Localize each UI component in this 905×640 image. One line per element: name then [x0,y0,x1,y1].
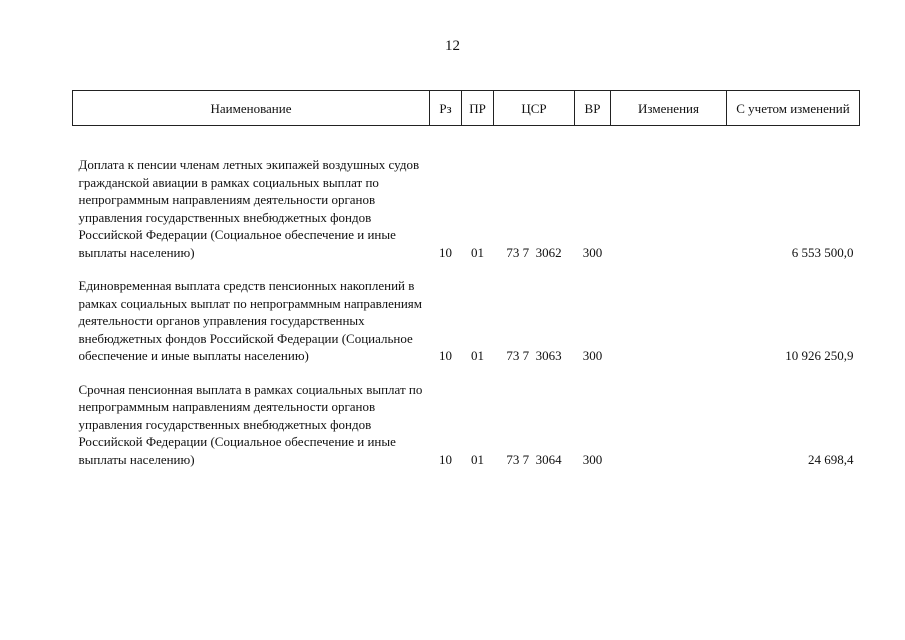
row-csr: 73 7 3062 [506,244,562,260]
row-name: Единовременная выплата средств пенсионных накоплений в рамках социальных выплат по непрограммным направлениям деятельности органов управления государственных внебюджетных фондов Российской Федерации (Социальное обеспечение и иные выплаты населению) [78,278,422,363]
row-name: Доплата к пенсии членам летных экипажей воздушных судов гражданской авиации в рамках социальных выплат по непрограммным направлениям деятельности органов управления государственных внебюджетных фондов Российской Федерации (Социальное обеспечение и иные выплаты населению) [78,157,420,260]
row-pr: 01 [471,451,484,467]
row-rz: 10 [439,348,452,363]
row-changes [611,261,727,365]
header-name: Наименование [73,91,430,126]
table-row [73,365,860,469]
row-rz: 10 [439,451,452,467]
header-vr: ВР [575,91,611,126]
row-vr: 300 [582,348,603,363]
header-pr: ПР [462,91,494,126]
row-pr: 01 [471,348,484,363]
row-rz: 10 [439,244,452,260]
page-number: 12 [445,38,460,54]
table-header [73,91,860,126]
row-csr: 73 7 3063 [506,348,562,363]
row-csr: 73 7 3064 [506,451,562,467]
row-changes [611,365,727,469]
row-pr: 01 [471,244,484,260]
row-total: 6 553 500,0 [791,244,854,260]
row-total: 10 926 250,9 [785,348,854,363]
table-row [73,261,860,365]
header-csr: ЦСР [494,91,575,126]
header-changes: Изменения [611,91,727,126]
row-vr: 300 [582,244,603,260]
row-total: 24 698,4 [808,451,854,467]
row-name: Срочная пенсионная выплата в рамках социальных выплат по непрограммным направлениям деятельности органов управления государственных внебюджетных фондов Российской Федерации (Социальное обеспечение и иные выплаты населению) [78,381,423,467]
budget-table [72,90,860,468]
table-row [73,126,860,262]
row-vr: 300 [582,451,603,467]
header-total: С учетом изменений [727,91,860,126]
header-rz: Рз [430,91,462,126]
row-changes [611,126,727,262]
table-body [73,126,860,469]
